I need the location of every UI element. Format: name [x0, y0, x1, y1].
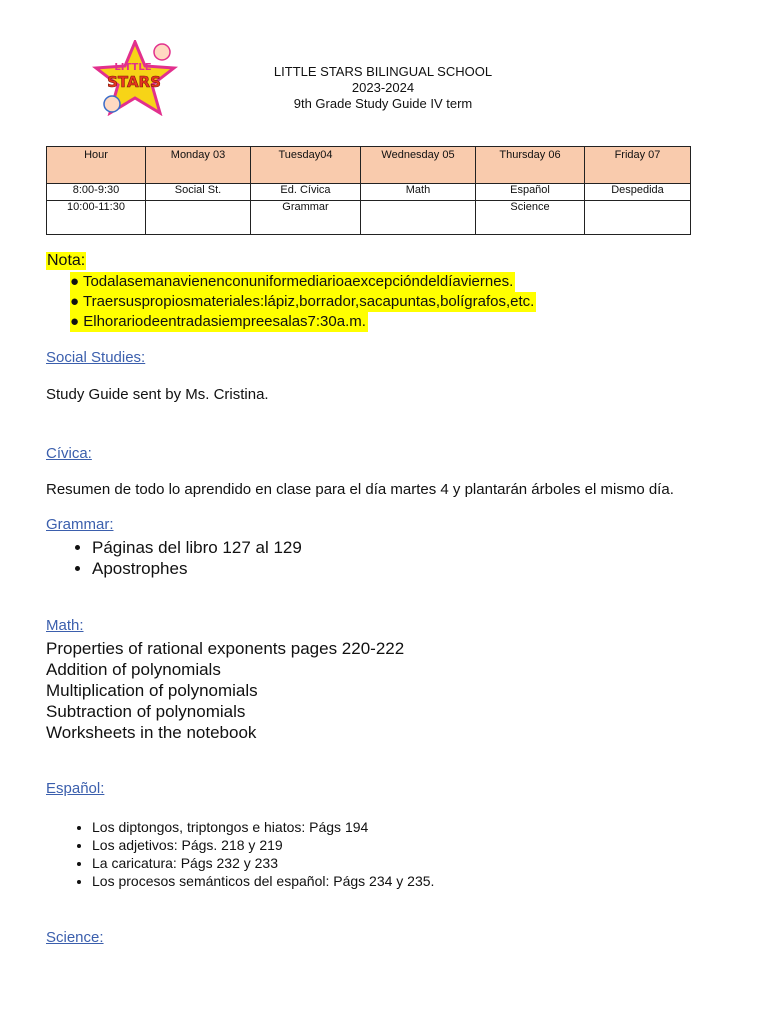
cell-tuesday: Grammar [251, 201, 361, 235]
cell-friday [585, 201, 691, 235]
espanol-heading[interactable]: Español: [46, 780, 105, 797]
logo-kid-face-2 [104, 96, 120, 112]
cell-wednesday: Math [361, 184, 476, 201]
nota-list [70, 272, 670, 332]
grammar-list [72, 537, 302, 579]
col-header-friday: Friday 07 [585, 147, 691, 184]
grammar-heading[interactable]: Grammar: [46, 516, 114, 533]
cell-wednesday [361, 201, 476, 235]
col-header-hour: Hour [47, 147, 146, 184]
list-item: • Los adjetivos: Págs. 218 y 219 [92, 836, 434, 854]
nota-item [70, 272, 670, 292]
col-header-monday: Monday 03 [146, 147, 251, 184]
school-year: 2023-2024 [351, 80, 415, 95]
math-topic: Addition of polynomials [46, 660, 221, 679]
nota-item-text: Elhorariodeentradasiempreesalas7:30a.m. [83, 313, 366, 330]
math-topic: Subtraction of polynomials [46, 702, 246, 721]
schedule-header-row [47, 147, 691, 184]
social-studies-heading[interactable]: Social Studies: [46, 349, 146, 366]
cell-thursday: Español [476, 184, 585, 201]
list-item: • Los diptongos, triptongos e hiatos: Págs 194 [92, 818, 434, 836]
cell-hour: 10:00-11:30 [47, 201, 146, 235]
col-header-tuesday: Tuesday04 [251, 147, 361, 184]
cell-tuesday: Ed. Cívica [251, 184, 361, 201]
cell-monday: Social St. [146, 184, 251, 201]
nota-item [70, 312, 670, 332]
schedule-row [47, 201, 691, 235]
list-item: • La caricatura: Págs 232 y 233 [92, 854, 434, 872]
cell-monday [146, 201, 251, 235]
list-item: • Páginas del libro 127 al 129 [92, 537, 302, 558]
math-heading[interactable]: Math: [46, 617, 84, 634]
list-item: • Apostrophes [92, 558, 302, 579]
bullet-icon: ● [70, 293, 83, 310]
schedule-row [47, 184, 691, 201]
col-header-wednesday: Wednesday 05 [361, 147, 476, 184]
cell-friday: Despedida [585, 184, 691, 201]
civica-heading[interactable]: Cívica: [46, 445, 92, 462]
nota-item-text: Todalasemanavienenconuniformediarioaexcepcióndeldíaviernes. [82, 273, 514, 290]
bullet-icon: ● [70, 273, 83, 290]
cell-thursday: Science [476, 201, 585, 235]
logo-text-little: LITTLE [114, 62, 152, 73]
school-name: LITTLE STARS BILINGUAL SCHOOL [273, 64, 493, 79]
logo-text-stars: STARS [107, 73, 161, 91]
bullet-icon: ● [70, 313, 84, 330]
schedule-table [46, 146, 691, 235]
nota-section [46, 252, 86, 270]
school-logo [92, 40, 178, 116]
col-header-thursday: Thursday 06 [476, 147, 585, 184]
espanol-list [72, 818, 434, 890]
nota-label: Nota: [47, 252, 86, 269]
math-topic: Worksheets in the notebook [46, 723, 257, 742]
civica-text: Resumen de todo lo aprendido en clase para el día martes 4 y plantarán árboles el mismo día. [46, 481, 674, 498]
guide-title: 9th Grade Study Guide IV term [293, 96, 473, 111]
math-topic: Multiplication of polynomials [46, 681, 258, 700]
social-studies-text: Study Guide sent by Ms. Cristina. [46, 386, 269, 403]
logo-kid-face [154, 44, 170, 60]
list-item: • Los procesos semánticos del español: Págs 234 y 235. [92, 872, 434, 890]
nota-item [70, 292, 670, 312]
math-topics [46, 638, 404, 743]
cell-hour: 8:00-9:30 [47, 184, 146, 201]
document-header [230, 64, 536, 112]
science-heading[interactable]: Science: [46, 929, 104, 946]
math-topic: Properties of rational exponents pages 220-222 [46, 639, 405, 658]
nota-item-text: Traersuspropiosmateriales:lápiz,borrador,sacapuntas,bolígrafos,etc. [82, 293, 535, 310]
